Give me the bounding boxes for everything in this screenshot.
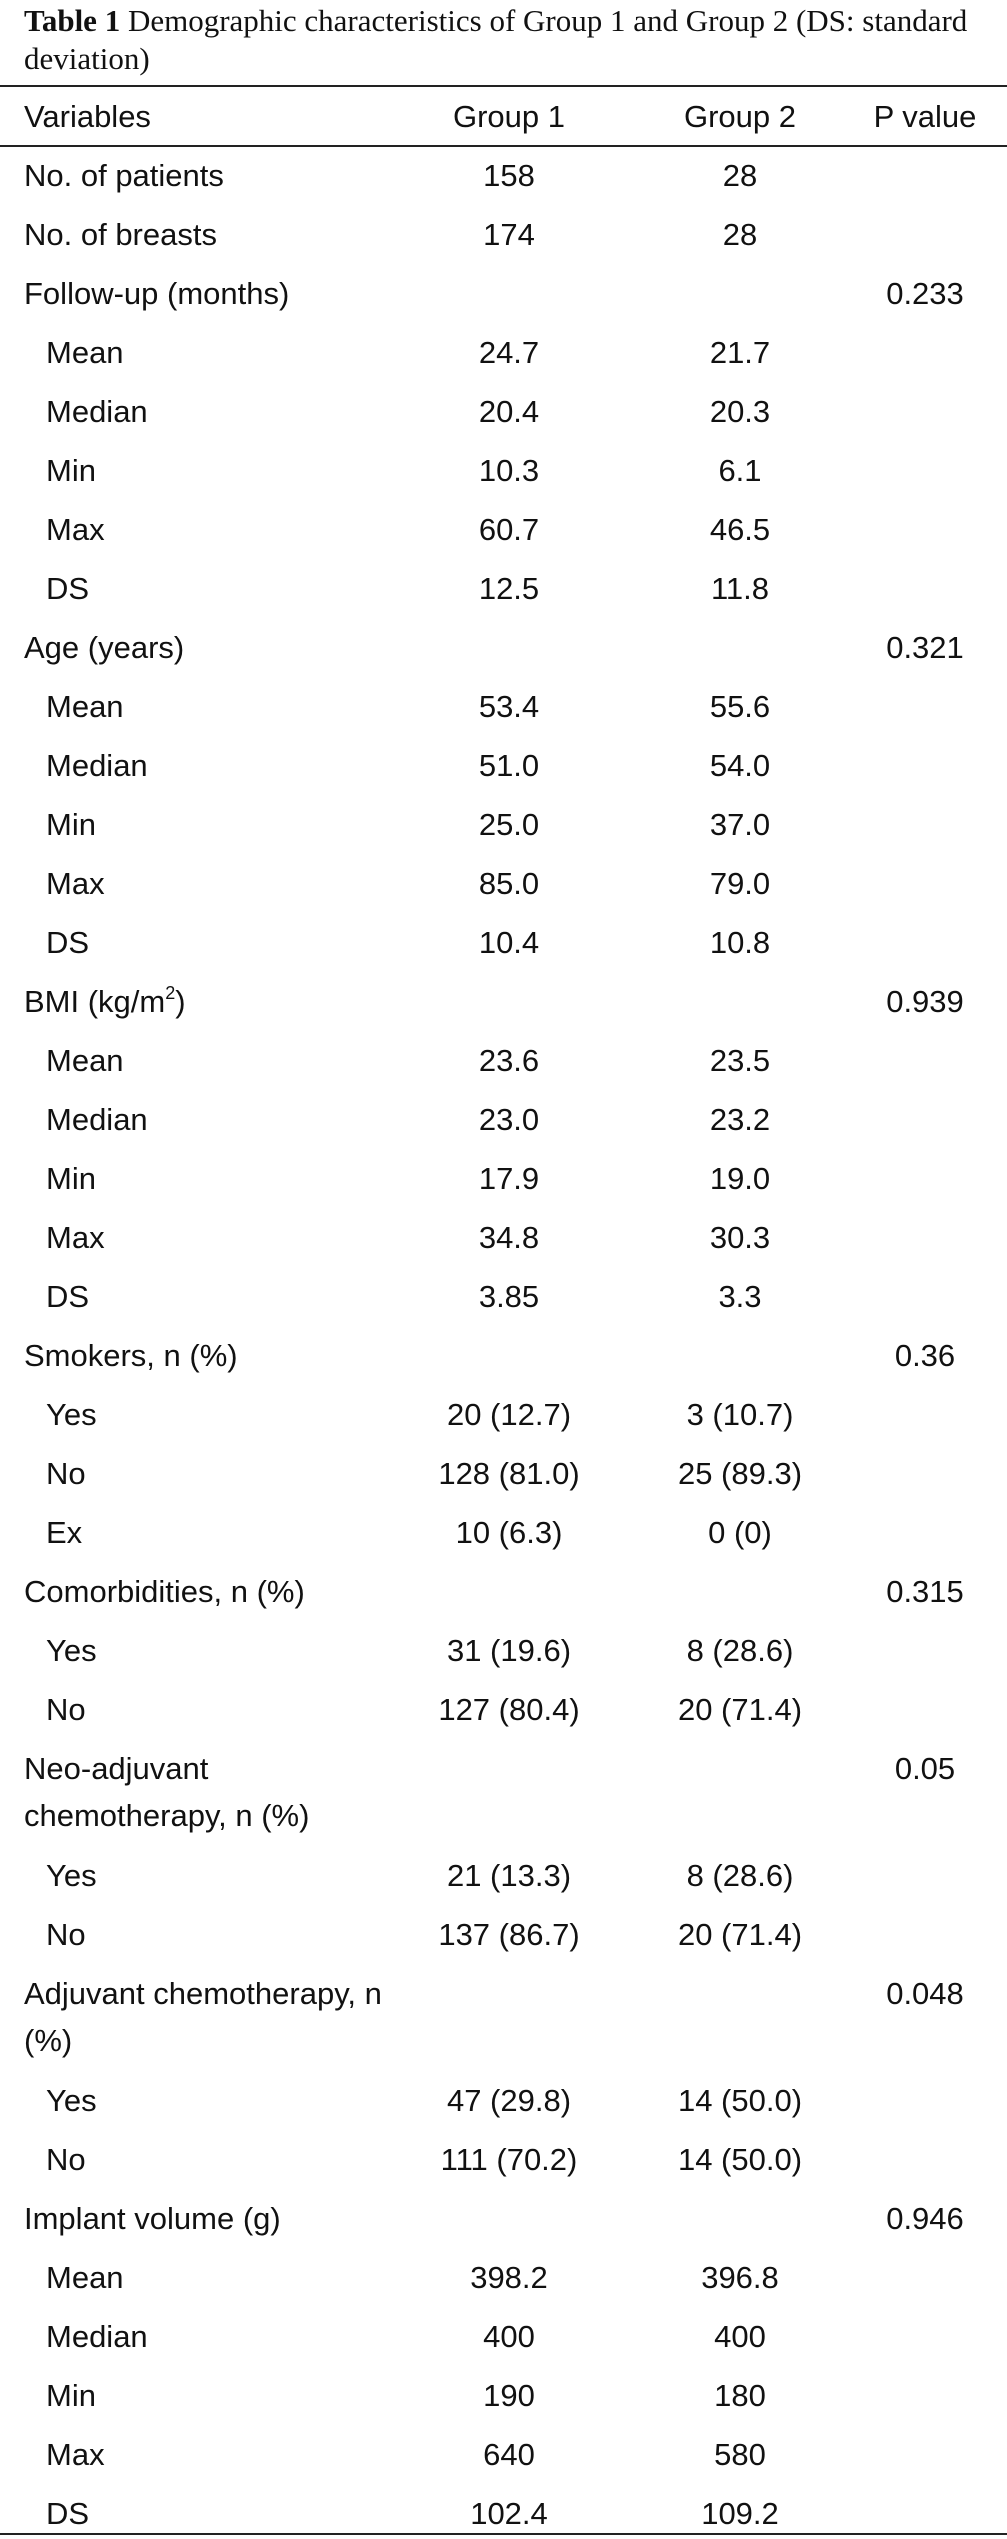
row-sublabel: Yes xyxy=(46,1858,97,1893)
group2-value: 28 xyxy=(722,158,758,193)
row-label: Comorbidities, n (%) xyxy=(24,1574,305,1609)
group1-value: 17.9 xyxy=(478,1161,540,1196)
row-sublabel: Max xyxy=(46,1220,105,1255)
row-sublabel: Min xyxy=(46,1161,96,1196)
group1-value: 174 xyxy=(483,217,535,252)
group2-value: 79.0 xyxy=(709,866,771,901)
row-sublabel: Ex xyxy=(46,1515,83,1550)
group2-value: 396.8 xyxy=(701,2260,779,2295)
pvalue: 0.315 xyxy=(886,1574,964,1609)
row-sublabel: DS xyxy=(46,2496,90,2531)
group2-value: 8 (28.6) xyxy=(686,1633,794,1668)
top-rule xyxy=(0,85,1007,87)
row-sublabel: DS xyxy=(46,1279,90,1314)
pvalue: 0.36 xyxy=(894,1338,956,1373)
row-sublabel: Median xyxy=(46,394,148,429)
group2-value: 6.1 xyxy=(718,453,762,488)
group2-value: 37.0 xyxy=(709,807,771,842)
row-label: Neo-adjuvant chemotherapy, n (%) xyxy=(24,1751,310,1833)
header-rule xyxy=(0,145,1007,147)
row-sublabel: Mean xyxy=(46,2260,124,2295)
group2-value: 20.3 xyxy=(709,394,771,429)
group1-value: 31 (19.6) xyxy=(446,1633,572,1668)
row-label: Follow-up (months) xyxy=(24,276,290,311)
row-sublabel: Mean xyxy=(46,335,124,370)
group2-value: 14 (50.0) xyxy=(677,2142,803,2177)
row-label: No. of patients xyxy=(24,158,224,193)
group2-value: 25 (89.3) xyxy=(677,1456,803,1491)
group1-value: 128 (81.0) xyxy=(438,1456,580,1491)
group1-value: 111 (70.2) xyxy=(440,2142,578,2177)
group2-value: 400 xyxy=(714,2319,766,2354)
superscript: 2 xyxy=(165,982,176,1003)
group2-value: 23.2 xyxy=(709,1102,771,1137)
group1-value: 398.2 xyxy=(470,2260,548,2295)
row-sublabel: Median xyxy=(46,748,148,783)
header-group2: Group 2 xyxy=(683,99,796,134)
group1-value: 127 (80.4) xyxy=(438,1692,580,1727)
group2-value: 20 (71.4) xyxy=(677,1917,803,1952)
row-sublabel: Min xyxy=(46,453,96,488)
group1-value: 25.0 xyxy=(478,807,540,842)
group1-value: 85.0 xyxy=(478,866,540,901)
group1-value: 53.4 xyxy=(478,689,540,724)
group1-value: 21 (13.3) xyxy=(446,1858,572,1893)
row-sublabel: Mean xyxy=(46,1043,124,1078)
group2-value: 10.8 xyxy=(709,925,771,960)
row-sublabel: Yes xyxy=(46,1633,97,1668)
group1-value: 60.7 xyxy=(478,512,540,547)
group1-value: 158 xyxy=(483,158,535,193)
row-sublabel: Max xyxy=(46,2437,105,2472)
row-sublabel: No xyxy=(46,1456,86,1491)
row-label: Age (years) xyxy=(24,630,185,665)
group1-value: 23.6 xyxy=(478,1043,540,1078)
header-variables: Variables xyxy=(24,99,151,134)
group2-value: 55.6 xyxy=(709,689,771,724)
group2-value: 28 xyxy=(722,217,758,252)
row-sublabel: Yes xyxy=(46,1397,97,1432)
header-pvalue: P value xyxy=(873,99,977,134)
group1-value: 102.4 xyxy=(470,2496,548,2531)
group1-value: 10 (6.3) xyxy=(455,1515,563,1550)
group1-value: 3.85 xyxy=(478,1279,540,1314)
table-caption xyxy=(24,2,984,78)
group2-value: 3 (10.7) xyxy=(686,1397,794,1432)
group2-value: 109.2 xyxy=(701,2496,779,2531)
table-caption-label: Table 1 xyxy=(24,3,121,38)
row-sublabel: Yes xyxy=(46,2083,97,2118)
header-group1: Group 1 xyxy=(452,99,565,134)
group1-value: 20 (12.7) xyxy=(446,1397,572,1432)
group2-value: 19.0 xyxy=(709,1161,771,1196)
group2-value: 20 (71.4) xyxy=(677,1692,803,1727)
row-sublabel: Min xyxy=(46,2378,96,2413)
group1-value: 34.8 xyxy=(478,1220,540,1255)
row-sublabel: Max xyxy=(46,512,105,547)
pvalue: 0.946 xyxy=(886,2201,964,2236)
group1-value: 47 (29.8) xyxy=(446,2083,572,2118)
group1-value: 137 (86.7) xyxy=(438,1917,580,1952)
group1-value: 640 xyxy=(483,2437,535,2472)
group2-value: 21.7 xyxy=(709,335,771,370)
row-label: Implant volume (g) xyxy=(24,2201,281,2236)
group1-value: 10.3 xyxy=(478,453,540,488)
row-label: Adjuvant chemotherapy, n (%) xyxy=(24,1976,382,2058)
group2-value: 0 (0) xyxy=(708,1515,772,1550)
group1-value: 12.5 xyxy=(478,571,540,606)
group1-value: 10.4 xyxy=(478,925,540,960)
group2-value: 30.3 xyxy=(709,1220,771,1255)
group1-value: 23.0 xyxy=(478,1102,540,1137)
pvalue: 0.321 xyxy=(886,630,964,665)
row-sublabel: DS xyxy=(46,571,90,606)
row-sublabel: No xyxy=(46,1692,86,1727)
group1-value: 51.0 xyxy=(478,748,540,783)
group2-value: 180 xyxy=(714,2378,766,2413)
group1-value: 190 xyxy=(483,2378,535,2413)
pvalue: 0.048 xyxy=(886,1976,964,2011)
row-sublabel: Median xyxy=(46,2319,148,2354)
pvalue: 0.939 xyxy=(886,984,964,1019)
pvalue: 0.05 xyxy=(894,1751,956,1786)
row-sublabel: No xyxy=(46,1917,86,1952)
bottom-rule xyxy=(0,2533,1007,2535)
group2-value: 580 xyxy=(714,2437,766,2472)
row-sublabel: No xyxy=(46,2142,86,2177)
row-sublabel: Min xyxy=(46,807,96,842)
row-label: Smokers, n (%) xyxy=(24,1338,238,1373)
group1-value: 400 xyxy=(483,2319,535,2354)
group1-value: 24.7 xyxy=(478,335,540,370)
group2-value: 8 (28.6) xyxy=(686,1858,794,1893)
group2-value: 23.5 xyxy=(709,1043,771,1078)
row-sublabel: Max xyxy=(46,866,105,901)
row-sublabel: Median xyxy=(46,1102,148,1137)
group1-value: 20.4 xyxy=(478,394,540,429)
row-sublabel: DS xyxy=(46,925,90,960)
row-label: BMI $(kg/m^2)$ xyxy=(24,982,186,1019)
label-suffix: ) xyxy=(175,984,186,1019)
pvalue: 0.233 xyxy=(886,276,964,311)
group2-value: 14 (50.0) xyxy=(677,2083,803,2118)
row-label: No. of breasts xyxy=(24,217,217,252)
row-sublabel: Mean xyxy=(46,689,124,724)
table-caption-text: Demographic characteristics of Group 1 and Group 2 (DS: standard deviation) xyxy=(24,3,968,76)
group2-value: 46.5 xyxy=(709,512,771,547)
group2-value: 54.0 xyxy=(709,748,771,783)
group2-value: 11.8 xyxy=(710,571,770,606)
group2-value: 3.3 xyxy=(718,1279,762,1314)
